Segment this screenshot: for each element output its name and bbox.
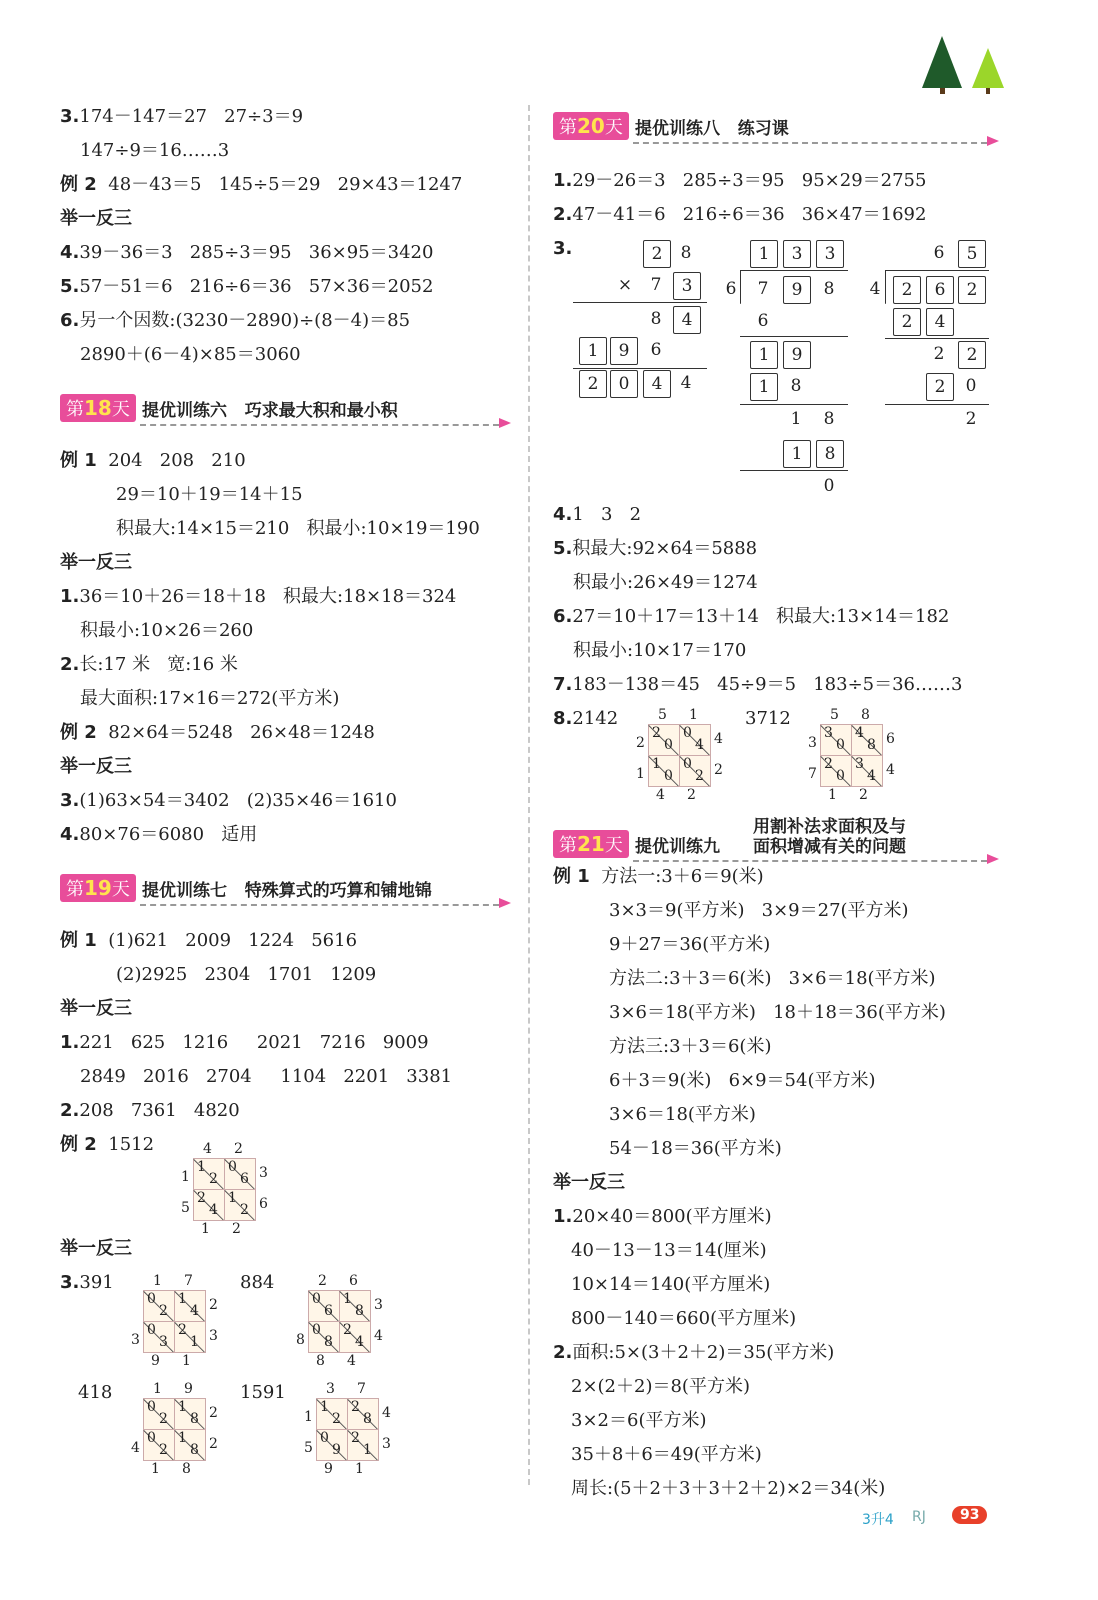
answer-line	[60, 654, 238, 676]
answer-line	[60, 824, 257, 846]
page-number: 93	[952, 1506, 987, 1524]
day-badge	[60, 394, 136, 422]
answer-line	[573, 572, 758, 594]
item-label: 3.	[60, 106, 80, 127]
answer-text: 1512	[96, 1134, 155, 1155]
lattice-digit: 5	[658, 707, 667, 723]
lattice-digit: 1	[153, 1273, 162, 1289]
lattice-digit: 1	[178, 1430, 187, 1446]
item-label: 5.	[553, 538, 573, 559]
item-label: 1.	[553, 1206, 573, 1227]
lattice-digit: 9	[332, 1442, 341, 1458]
answer-line	[60, 1100, 240, 1122]
answer-line	[60, 1238, 132, 1260]
lattice-digit: 1	[652, 756, 661, 772]
answer-text: 208 7361 4820	[79, 1100, 240, 1121]
lattice-digit: 7	[184, 1273, 193, 1289]
lattice-digit: 2	[687, 787, 696, 803]
lattice-digit: 4	[867, 768, 876, 784]
answer-line	[609, 1138, 782, 1160]
day-badge	[60, 874, 136, 902]
item-label: 1.	[60, 1032, 80, 1053]
lattice-digit: 2	[209, 1436, 218, 1452]
section-title: 提优训练七 特殊算式的巧算和铺地锦	[142, 881, 432, 901]
lattice-digit: 2	[209, 1405, 218, 1421]
answer-text: 另一个因数:(3230－2890)÷(8－4)＝85	[79, 310, 411, 331]
column-divider	[528, 105, 530, 1485]
lattice-digit: 0	[147, 1399, 156, 1415]
answer-text: 54－18＝36(平方米)	[609, 1138, 782, 1159]
answer-line	[80, 1066, 452, 1088]
lattice-digit: 2	[234, 1141, 243, 1157]
answer-text: 9＋27＝36(平方米)	[609, 934, 771, 955]
lattice-digit: 8	[363, 1411, 372, 1427]
answer-text: 35＋8＋6＝49(平方米)	[571, 1444, 762, 1465]
lattice-digit: 9	[324, 1461, 333, 1477]
answer-line	[60, 208, 132, 230]
arrow-icon	[987, 136, 999, 146]
lattice-digit: 4	[190, 1303, 199, 1319]
lattice-digit: 1	[201, 1221, 210, 1237]
lattice-digit: 0	[836, 737, 845, 753]
header-rule	[633, 860, 987, 862]
item-label: 8.	[553, 708, 573, 729]
lattice-digit: 2	[351, 1399, 360, 1415]
answer-line	[571, 1444, 762, 1466]
answer-line	[78, 1382, 112, 1404]
answer-line	[553, 170, 926, 192]
answer-line	[553, 674, 962, 696]
lattice-digit: 1	[190, 1334, 199, 1350]
answer-line	[80, 688, 339, 710]
lattice-digit: 8	[324, 1334, 333, 1350]
lattice-digit: 7	[808, 766, 817, 782]
answer-line	[571, 1410, 706, 1432]
answer-text: 方法二:3＋3＝6(米) 3×6＝18(平方米)	[609, 968, 936, 989]
item-label: 2.	[553, 204, 573, 225]
answer-text: 20×40＝800(平方厘米)	[572, 1206, 772, 1227]
lattice-digit: 2	[343, 1322, 352, 1338]
lattice-digit: 3	[855, 756, 864, 772]
lattice-digit: 9	[151, 1353, 160, 1369]
item-label: 3.	[553, 238, 573, 259]
lattice-digit: 2	[318, 1273, 327, 1289]
item-label: 6.	[60, 310, 80, 331]
day-suffix: 天	[604, 117, 623, 138]
answer-text: (2)2925 2304 1701 1209	[116, 964, 377, 985]
answer-line	[60, 1272, 114, 1294]
lattice-digit: 2	[695, 768, 704, 784]
answer-line	[240, 1272, 274, 1294]
arrow-icon	[987, 854, 999, 864]
answer-line	[60, 998, 132, 1020]
item-label: 举一反三	[553, 1172, 625, 1193]
lattice-digit: 1	[636, 766, 645, 782]
lattice-digit: 2	[209, 1297, 218, 1313]
answer-line	[573, 640, 746, 662]
lattice-digit: 3	[824, 725, 833, 741]
answer-text: 27＝10＋17＝13＋14 积最大:13×14＝182	[572, 606, 950, 627]
answer-line	[80, 344, 301, 366]
lattice-digit: 3	[131, 1332, 140, 1348]
item-label: 举一反三	[60, 208, 132, 229]
answer-text: 40－13－13＝14(厘米)	[571, 1240, 767, 1261]
answer-text: 积最大:92×64＝5888	[572, 538, 758, 559]
answer-line	[571, 1240, 767, 1262]
answer-text: 82×64＝5248 26×48＝1248	[96, 722, 375, 743]
lattice-digit: 2	[332, 1411, 341, 1427]
footer-edition: RJ	[912, 1509, 926, 1525]
lattice-digit: 0	[683, 756, 692, 772]
item-label: 例 2	[60, 1134, 97, 1155]
answer-line	[60, 790, 397, 812]
lattice-digit: 0	[664, 737, 673, 753]
day-number: 19	[84, 876, 112, 900]
lattice-digit: 0	[664, 768, 673, 784]
item-label: 举一反三	[60, 998, 132, 1019]
lattice-digit: 1	[828, 787, 837, 803]
lattice-digit: 2	[714, 762, 723, 778]
answer-line	[571, 1274, 770, 1296]
lattice-digit: 2	[178, 1322, 187, 1338]
lattice-digit: 4	[714, 731, 723, 747]
answer-line	[60, 722, 375, 744]
answer-text: 204 208 210	[96, 450, 246, 471]
answer-text: 221 625 1216 2021 7216 9009	[79, 1032, 429, 1053]
answer-line	[60, 1032, 429, 1054]
lattice-digit: 7	[357, 1381, 366, 1397]
lattice-digit: 4	[855, 725, 864, 741]
answer-line	[553, 204, 926, 226]
lattice-digit: 1	[181, 1169, 190, 1185]
lattice-digit: 0	[836, 768, 845, 784]
lattice-digit: 1	[355, 1461, 364, 1477]
answer-line	[571, 1308, 796, 1330]
header-rule	[140, 904, 499, 906]
lattice-digit: 2	[197, 1190, 206, 1206]
section-subtitle: 用割补法求面积及与	[753, 817, 906, 837]
lattice-digit: 4	[695, 737, 704, 753]
answer-line	[60, 756, 132, 778]
answer-text: 积最小:26×49＝1274	[573, 572, 758, 593]
lattice-digit: 8	[316, 1353, 325, 1369]
lattice-digit: 3	[374, 1297, 383, 1313]
day-suffix: 天	[111, 399, 130, 420]
header-rule	[140, 424, 499, 426]
lattice-digit: 4	[131, 1440, 140, 1456]
lattice-digit: 0	[312, 1322, 321, 1338]
day-badge	[553, 112, 629, 140]
item-label: 例 1	[60, 930, 97, 951]
lattice-digit: 2	[351, 1430, 360, 1446]
answer-text: 2849 2016 2704 1104 2201 3381	[80, 1066, 453, 1087]
answer-line	[571, 1478, 885, 1500]
lattice-digit: 8	[355, 1303, 364, 1319]
day-number: 21	[577, 832, 605, 856]
lattice-digit: 1	[178, 1399, 187, 1415]
lattice-digit: 2	[232, 1221, 241, 1237]
lattice-digit: 1	[197, 1159, 206, 1175]
lattice-digit: 1	[182, 1353, 191, 1369]
answer-text: 39－36＝3 285÷3＝95 36×95＝3420	[79, 242, 434, 263]
day-prefix: 第	[559, 117, 577, 138]
answer-text: 2142	[572, 708, 619, 729]
answer-text: 48－43＝5 145÷5＝29 29×43＝1247	[96, 174, 463, 195]
lattice-digit: 2	[824, 756, 833, 772]
lattice-digit: 1	[320, 1399, 329, 1415]
section-title: 提优训练八 练习课	[635, 119, 789, 139]
answer-text: 3×6＝18(平方米)	[609, 1104, 756, 1125]
item-label: 1.	[553, 170, 573, 191]
lattice-digit: 6	[240, 1171, 249, 1187]
answer-text: 80×76＝6080 适用	[79, 824, 258, 845]
lattice-digit: 0	[147, 1322, 156, 1338]
lattice-digit: 1	[153, 1381, 162, 1397]
answer-line	[553, 1206, 772, 1228]
answer-text: 3712	[745, 708, 791, 729]
item-label: 7.	[553, 674, 573, 695]
answer-line	[553, 504, 641, 526]
lattice-digit: 4	[203, 1141, 212, 1157]
item-label: 6.	[553, 606, 573, 627]
lattice-digit: 2	[859, 787, 868, 803]
lattice-digit: 0	[683, 725, 692, 741]
item-label: 4.	[553, 504, 573, 525]
lattice-digit: 1	[151, 1461, 160, 1477]
lattice-digit: 9	[184, 1381, 193, 1397]
answer-text: 积最小:10×26＝260	[80, 620, 254, 641]
answer-line	[60, 174, 462, 196]
lattice-digit: 2	[159, 1411, 168, 1427]
lattice-digit: 8	[190, 1442, 199, 1458]
answer-text: 29＝10＋19＝14＋15	[116, 484, 303, 505]
lattice-digit: 4	[374, 1328, 383, 1344]
answer-text: 积最小:10×17＝170	[573, 640, 747, 661]
answer-line	[116, 518, 480, 540]
answer-text: 183－138＝45 45÷9＝5 183÷5＝36……3	[572, 674, 963, 695]
lattice-digit: 6	[886, 731, 895, 747]
item-label: 例 2	[60, 722, 97, 743]
answer-text: 391	[79, 1272, 114, 1293]
answer-text: (1)63×54＝3402 (2)35×46＝1610	[79, 790, 397, 811]
answer-line	[609, 1036, 771, 1058]
answer-line	[609, 1002, 946, 1024]
lattice-digit: 3	[326, 1381, 335, 1397]
answer-line	[60, 930, 357, 952]
item-label: 例 2	[60, 174, 97, 195]
answer-text: 47－41＝6 216÷6＝36 36×47＝1692	[572, 204, 927, 225]
answer-text: 周长:(5＋2＋3＋3＋2＋2)×2＝34(米)	[571, 1478, 886, 1499]
answer-line	[553, 238, 572, 260]
lattice-digit: 2	[652, 725, 661, 741]
answer-text: 3×3＝9(平方米) 3×9＝27(平方米)	[609, 900, 909, 921]
item-label: 4.	[60, 242, 80, 263]
answer-line	[60, 242, 433, 264]
item-label: 例 1	[60, 450, 97, 471]
answer-line	[553, 1172, 625, 1194]
answer-text: 1 3 2	[572, 504, 642, 525]
answer-line	[609, 1070, 876, 1092]
lattice-digit: 3	[209, 1328, 218, 1344]
answer-text: 最大面积:17×16＝272(平方米)	[80, 688, 340, 709]
answer-line	[745, 708, 791, 730]
answer-text: 6＋3＝9(米) 6×9＝54(平方米)	[609, 1070, 876, 1091]
answer-line	[60, 276, 433, 298]
answer-text: 57－51＝6 216÷6＝36 57×36＝2052	[79, 276, 434, 297]
answer-line	[553, 708, 618, 730]
answer-text: 面积:5×(3＋2＋2)＝35(平方米)	[572, 1342, 835, 1363]
item-label: 举一反三	[60, 756, 132, 777]
lattice-digit: 0	[147, 1291, 156, 1307]
answer-line	[80, 140, 229, 162]
answer-text: 2×(2＋2)＝8(平方米)	[571, 1376, 750, 1397]
item-label: 3.	[60, 1272, 80, 1293]
item-label: 3.	[60, 790, 80, 811]
day-suffix: 天	[111, 879, 130, 900]
answer-text: 1591	[240, 1382, 286, 1403]
lattice-digit: 4	[209, 1202, 218, 1218]
answer-line	[571, 1376, 750, 1398]
answer-line	[240, 1382, 286, 1404]
item-label: 举一反三	[60, 1238, 132, 1259]
section-header	[60, 872, 515, 906]
answer-text: 29－26＝3 285÷3＝95 95×29＝2755	[572, 170, 927, 191]
lattice-digit: 4	[355, 1334, 364, 1350]
lattice-digit: 8	[861, 707, 870, 723]
answer-text: 10×14＝140(平方厘米)	[571, 1274, 771, 1295]
lattice-digit: 0	[320, 1430, 329, 1446]
answer-text: 147÷9＝16……3	[80, 140, 230, 161]
lattice-digit: 1	[304, 1409, 313, 1425]
lattice-digit: 4	[656, 787, 665, 803]
lattice-digit: 1	[689, 707, 698, 723]
lattice-digit: 0	[312, 1291, 321, 1307]
lattice-digit: 3	[159, 1334, 168, 1350]
answer-text: 积最大:14×15＝210 积最小:10×19＝190	[116, 518, 480, 539]
answer-line	[553, 1342, 834, 1364]
answer-line	[609, 1104, 756, 1126]
answer-text: 长:17 米 宽:16 米	[79, 654, 238, 675]
answer-text: 36＝10＋26＝18＋18 积最大:18×18＝324	[79, 586, 457, 607]
answer-text: 3×2＝6(平方米)	[571, 1410, 707, 1431]
lattice-digit: 3	[382, 1436, 391, 1452]
lattice-digit: 5	[181, 1200, 190, 1216]
answer-line	[60, 1134, 154, 1156]
section-header	[60, 392, 515, 426]
tree-icon	[922, 36, 1012, 100]
section-subtitle: 面积增减有关的问题	[753, 837, 906, 857]
lattice-digit: 2	[159, 1442, 168, 1458]
answer-text: 884	[240, 1272, 275, 1293]
answer-line	[60, 586, 456, 608]
lattice-digit: 5	[304, 1440, 313, 1456]
arrow-icon	[499, 418, 511, 428]
answer-line	[60, 552, 132, 574]
section-title: 提优训练九	[635, 837, 720, 857]
lattice-digit: 3	[808, 735, 817, 751]
lattice-digit: 8	[296, 1332, 305, 1348]
lattice-digit: 3	[259, 1165, 268, 1181]
lattice-digit: 1	[363, 1442, 372, 1458]
answer-line	[553, 538, 757, 560]
answer-line	[80, 620, 253, 642]
answer-text: (1)621 2009 1224 5616	[96, 930, 358, 951]
lattice-digit: 5	[830, 707, 839, 723]
day-prefix: 第	[66, 399, 84, 420]
answer-line	[553, 606, 949, 628]
answer-line	[609, 900, 909, 922]
answer-text: 174－147＝27 27÷3＝9	[79, 106, 304, 127]
lattice-digit: 0	[147, 1430, 156, 1446]
item-label: 举一反三	[60, 552, 132, 573]
answer-line	[60, 450, 246, 472]
item-label: 2.	[60, 1100, 80, 1121]
lattice-digit: 2	[159, 1303, 168, 1319]
day-number: 20	[577, 114, 605, 138]
answer-line	[60, 106, 303, 128]
lattice-digit: 6	[324, 1303, 333, 1319]
answer-text: 2890＋(6－4)×85＝3060	[80, 344, 301, 365]
answer-line	[116, 484, 303, 506]
day-prefix: 第	[66, 879, 84, 900]
day-suffix: 天	[604, 835, 623, 856]
lattice-digit: 4	[886, 762, 895, 778]
answer-text: 方法三:3＋3＝6(米)	[609, 1036, 772, 1057]
day-prefix: 第	[559, 835, 577, 856]
lattice-digit: 0	[228, 1159, 237, 1175]
header-rule	[633, 142, 987, 144]
answer-line	[60, 310, 410, 332]
lattice-digit: 6	[349, 1273, 358, 1289]
day-number: 18	[84, 396, 112, 420]
item-label: 5.	[60, 276, 80, 297]
item-label: 例 1	[553, 866, 590, 887]
lattice-digit: 8	[190, 1411, 199, 1427]
answer-line	[609, 968, 936, 990]
section-title: 提优训练六 巧求最大积和最小积	[142, 401, 398, 421]
lattice-digit: 6	[259, 1196, 268, 1212]
footer-grade: 3升4	[862, 1512, 894, 1528]
answer-text: 3×6＝18(平方米) 18＋18＝36(平方米)	[609, 1002, 946, 1023]
item-label: 4.	[60, 824, 80, 845]
item-label: 2.	[553, 1342, 573, 1363]
day-badge	[553, 830, 629, 858]
lattice-digit: 8	[182, 1461, 191, 1477]
answer-line	[553, 866, 764, 888]
answer-line	[609, 934, 770, 956]
item-label: 1.	[60, 586, 80, 607]
answer-text: 800－140＝660(平方厘米)	[571, 1308, 797, 1329]
lattice-digit: 2	[636, 735, 645, 751]
lattice-digit: 1	[228, 1190, 237, 1206]
lattice-digit: 1	[343, 1291, 352, 1307]
lattice-digit: 2	[240, 1202, 249, 1218]
lattice-digit: 4	[382, 1405, 391, 1421]
lattice-digit: 4	[347, 1353, 356, 1369]
arrow-icon	[499, 898, 511, 908]
lattice-digit: 1	[178, 1291, 187, 1307]
item-label: 2.	[60, 654, 80, 675]
answer-text: 方法一:3＋6＝9(米)	[589, 866, 764, 887]
answer-text: 418	[78, 1382, 113, 1403]
lattice-digit: 2	[209, 1171, 218, 1187]
section-header	[553, 110, 1003, 144]
lattice-digit: 8	[867, 737, 876, 753]
answer-line	[116, 964, 376, 986]
